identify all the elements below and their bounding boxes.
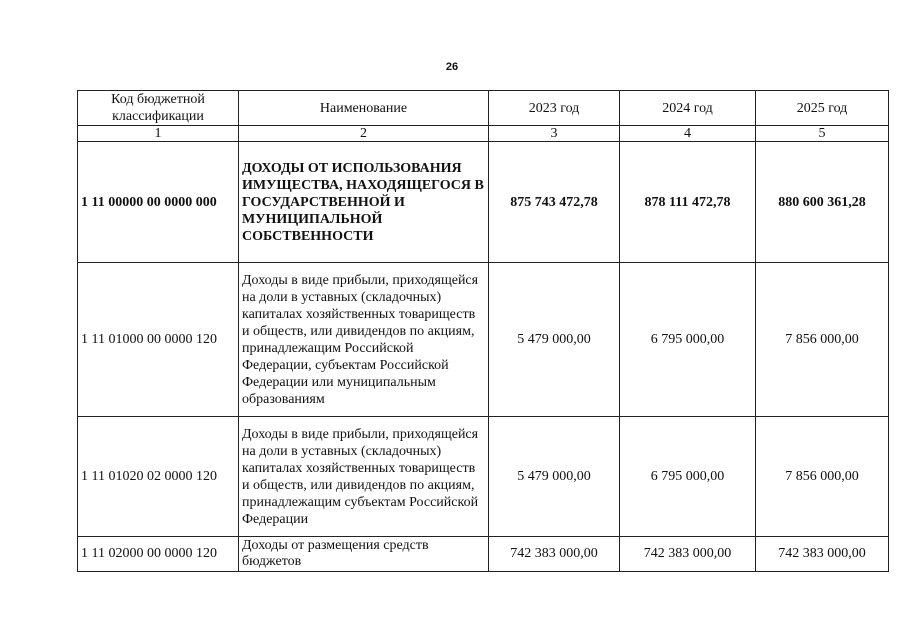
value-2025: 7 856 000,00 [756,263,889,417]
page-number: 26 [445,61,459,73]
value-2023: 5 479 000,00 [489,417,620,537]
budget-code: 1 11 02000 00 0000 120 [78,537,239,572]
column-number-row [78,126,889,142]
header-2024: 2024 год [620,91,756,126]
table-row [78,263,889,417]
value-2024: 6 795 000,00 [620,263,756,417]
table-row [78,537,889,572]
budget-code: 1 11 01000 00 0000 120 [78,263,239,417]
value-2024: 878 111 472,78 [620,142,756,263]
column-number: 5 [756,126,889,142]
header-2023: 2023 год [489,91,620,126]
budget-code: 1 11 01020 02 0000 120 [78,417,239,537]
header-code: Код бюджетной классификации [78,91,239,126]
column-number: 3 [489,126,620,142]
value-2023: 875 743 472,78 [489,142,620,263]
value-2025: 742 383 000,00 [756,537,889,572]
column-number: 4 [620,126,756,142]
table-row [78,142,889,263]
header-2025: 2025 год [756,91,889,126]
revenue-name: Доходы в виде прибыли, приходящейся на доли в уставных (складочных) капиталах хозяйственных товариществ и обществ, или дивидендов по акциям, принадлежащим субъектам Российской Федерации [239,417,489,537]
header-name: Наименование [239,91,489,126]
column-number: 1 [78,126,239,142]
value-2025: 7 856 000,00 [756,417,889,537]
column-number: 2 [239,126,489,142]
revenue-name: Доходы от размещения средств бюджетов [239,537,489,572]
budget-revenue-table [77,90,889,572]
revenue-name: ДОХОДЫ ОТ ИСПОЛЬЗОВАНИЯ ИМУЩЕСТВА, НАХОДЯЩЕГОСЯ В ГОСУДАРСТВЕННОЙ И МУНИЦИПАЛЬНОЙ СОБСТВЕННОСТИ [239,142,489,263]
value-2024: 742 383 000,00 [620,537,756,572]
revenue-name: Доходы в виде прибыли, приходящейся на доли в уставных (складочных) капиталах хозяйственных товариществ и обществ, или дивидендов по акциям, принадлежащим Российской Федерации, субъектам Российской Федерации или муниципальным образованиям [239,263,489,417]
value-2024: 6 795 000,00 [620,417,756,537]
value-2025: 880 600 361,28 [756,142,889,263]
table-row [78,417,889,537]
table-header-row [78,91,889,126]
budget-code: 1 11 00000 00 0000 000 [78,142,239,263]
value-2023: 742 383 000,00 [489,537,620,572]
value-2023: 5 479 000,00 [489,263,620,417]
